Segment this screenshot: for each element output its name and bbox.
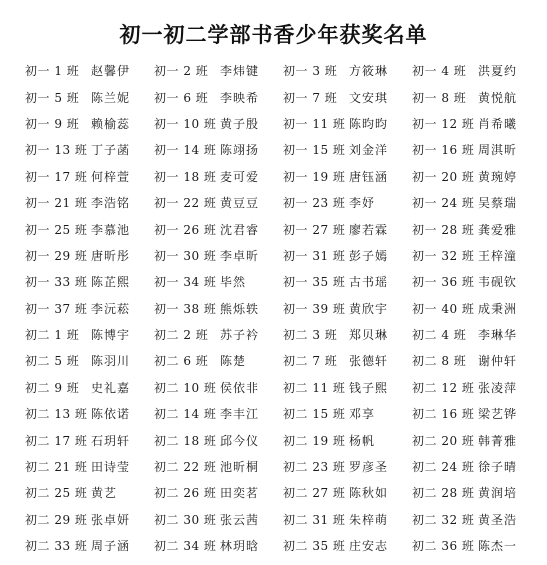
roster-entry: [25, 379, 154, 397]
student-name: 陈昀昀: [349, 116, 389, 131]
roster-entry: [154, 458, 283, 476]
roster-entry: [283, 115, 412, 133]
roster-entry: [154, 141, 283, 159]
student-name: 陈博宇: [91, 328, 131, 343]
student-name: 李浩铭: [91, 196, 131, 211]
class-label: 初一 26 班: [154, 222, 217, 237]
class-label: 初一 3 班: [283, 64, 338, 79]
class-label: 初二 9 班: [25, 380, 80, 395]
roster-entry: [154, 432, 283, 450]
roster-entry: [283, 194, 412, 212]
class-label: 初二 6 班: [154, 354, 209, 369]
class-label: 初一 34 班: [154, 275, 217, 290]
roster-row: [25, 216, 545, 242]
student-name: 张云茜: [220, 512, 260, 527]
student-name: 侯依非: [220, 380, 260, 395]
roster-entry: [283, 405, 412, 423]
student-name: 谢仲轩: [478, 354, 518, 369]
class-label: 初二 25 班: [25, 486, 88, 501]
student-name: 陈依诺: [91, 407, 131, 422]
student-name: 田奕茗: [220, 486, 260, 501]
document-title: 初一初二学部书香少年获奖名单: [119, 22, 428, 47]
roster-entry: [25, 141, 154, 159]
roster-entry: [283, 326, 412, 344]
student-name: 黄艺: [91, 486, 118, 501]
class-label: 初二 1 班: [25, 328, 80, 343]
roster-entry: [283, 247, 412, 265]
roster-entry: [283, 273, 412, 291]
student-name: 黄欣宇: [349, 301, 389, 316]
student-name: 朱梓萌: [349, 512, 389, 527]
class-label: 初一 18 班: [154, 169, 217, 184]
class-label: 初一 35 班: [283, 275, 346, 290]
roster-entry: [283, 141, 412, 159]
student-name: 陈楚: [220, 354, 247, 369]
class-label: 初二 21 班: [25, 460, 88, 475]
class-label: 初一 30 班: [154, 248, 217, 263]
student-name: 毕然: [220, 275, 247, 290]
student-name: 黄悦航: [478, 90, 518, 105]
class-label: 初一 14 班: [154, 143, 217, 158]
class-label: 初二 8 班: [412, 354, 467, 369]
roster-entry: [412, 432, 541, 450]
student-name: 陈秋如: [349, 486, 389, 501]
student-name: 赵馨伊: [91, 64, 131, 79]
roster-entry: [412, 247, 541, 265]
student-name: 李慕池: [91, 222, 131, 237]
roster-entry: [25, 168, 154, 186]
roster-entry: [283, 511, 412, 529]
roster-row: [25, 427, 545, 453]
class-label: 初一 2 班: [154, 64, 209, 79]
class-label: 初一 37 班: [25, 301, 88, 316]
roster-row: [25, 243, 545, 269]
roster-row: [25, 401, 545, 427]
roster-entry: [412, 141, 541, 159]
roster-entry: [283, 300, 412, 318]
class-label: 初一 6 班: [154, 90, 209, 105]
class-label: 初一 20 班: [412, 169, 475, 184]
student-name: 成秉洲: [478, 301, 518, 316]
student-name: 陈杰一: [478, 539, 518, 554]
class-label: 初二 27 班: [283, 486, 346, 501]
class-label: 初一 27 班: [283, 222, 346, 237]
student-name: 韩菁雅: [478, 433, 518, 448]
student-name: 周淇昕: [478, 143, 518, 158]
roster-entry: [283, 89, 412, 107]
class-label: 初一 9 班: [25, 116, 80, 131]
roster-entry: [25, 247, 154, 265]
class-label: 初一 39 班: [283, 301, 346, 316]
roster-entry: [154, 379, 283, 397]
roster-entry: [154, 405, 283, 423]
class-label: 初二 18 班: [154, 433, 217, 448]
roster-entry: [25, 194, 154, 212]
student-name: 丁子菡: [91, 143, 131, 158]
roster-entry: [412, 511, 541, 529]
class-label: 初一 36 班: [412, 275, 475, 290]
student-name: 钱子熙: [349, 380, 389, 395]
roster-entry: [412, 194, 541, 212]
class-label: 初二 32 班: [412, 512, 475, 527]
roster-entry: [283, 537, 412, 555]
student-name: 李琳华: [478, 328, 518, 343]
student-name: 陈兰妮: [91, 90, 131, 105]
roster-row: [25, 164, 545, 190]
roster-entry: [412, 484, 541, 502]
student-name: 石玥轩: [91, 433, 131, 448]
roster-entry: [25, 432, 154, 450]
student-name: 陈翊扬: [220, 143, 260, 158]
roster-row: [25, 480, 545, 506]
class-label: 初一 29 班: [25, 248, 88, 263]
roster-entry: [154, 168, 283, 186]
roster-row: [25, 190, 545, 216]
roster-entry: [25, 115, 154, 133]
student-name: 陈羽川: [91, 354, 131, 369]
class-label: 初二 28 班: [412, 486, 475, 501]
student-name: 肖希曦: [478, 116, 518, 131]
class-label: 初二 24 班: [412, 460, 475, 475]
student-name: 陈芷熙: [91, 275, 131, 290]
roster-row: [25, 375, 545, 401]
roster-entry: [25, 273, 154, 291]
roster-entry: [25, 458, 154, 476]
roster-entry: [154, 300, 283, 318]
student-name: 周子涵: [91, 539, 131, 554]
class-label: 初一 1 班: [25, 64, 80, 79]
class-label: 初二 22 班: [154, 460, 217, 475]
roster-entry: [25, 511, 154, 529]
roster-entry: [154, 537, 283, 555]
student-name: 林玥晗: [220, 539, 260, 554]
class-label: 初一 5 班: [25, 90, 80, 105]
roster-row: [25, 137, 545, 163]
student-name: 黄润培: [478, 486, 518, 501]
student-name: 杨帆: [349, 433, 376, 448]
roster-entry: [412, 168, 541, 186]
student-name: 田诗莹: [91, 460, 131, 475]
class-label: 初二 5 班: [25, 354, 80, 369]
class-label: 初二 33 班: [25, 539, 88, 554]
student-name: 池昕桐: [220, 460, 260, 475]
class-label: 初二 35 班: [283, 539, 346, 554]
class-label: 初一 11 班: [283, 116, 346, 131]
class-label: 初二 29 班: [25, 512, 88, 527]
class-label: 初一 22 班: [154, 196, 217, 211]
student-name: 李丰江: [220, 407, 260, 422]
class-label: 初二 4 班: [412, 328, 467, 343]
class-label: 初二 2 班: [154, 328, 209, 343]
class-label: 初二 12 班: [412, 380, 475, 395]
student-name: 梁艺铧: [478, 407, 518, 422]
class-label: 初二 3 班: [283, 328, 338, 343]
student-name: 邱今仪: [220, 433, 260, 448]
class-label: 初一 25 班: [25, 222, 88, 237]
student-name: 文安琪: [349, 90, 389, 105]
class-label: 初一 13 班: [25, 143, 88, 158]
student-name: 王梓潼: [478, 248, 518, 263]
roster-row: [25, 348, 545, 374]
roster-entry: [412, 62, 541, 80]
class-label: 初一 7 班: [283, 90, 338, 105]
class-label: 初二 11 班: [283, 380, 346, 395]
roster-entry: [283, 168, 412, 186]
student-name: 李炜键: [220, 64, 260, 79]
student-name: 古书瑶: [349, 275, 389, 290]
student-name: 徐子晴: [478, 460, 518, 475]
class-label: 初一 23 班: [283, 196, 346, 211]
roster-entry: [154, 273, 283, 291]
roster-row: [25, 507, 545, 533]
student-name: 彭子嫣: [349, 248, 389, 263]
roster-entry: [412, 273, 541, 291]
student-name: 唐昕彤: [91, 248, 131, 263]
class-label: 初一 24 班: [412, 196, 475, 211]
roster-entry: [154, 194, 283, 212]
roster-row: [25, 296, 545, 322]
student-name: 罗彦圣: [349, 460, 389, 475]
class-label: 初二 7 班: [283, 354, 338, 369]
class-label: 初一 4 班: [412, 64, 467, 79]
roster-entry: [283, 432, 412, 450]
roster-entry: [154, 484, 283, 502]
roster-entry: [154, 221, 283, 239]
award-roster: [25, 58, 545, 559]
roster-row: [25, 111, 545, 137]
class-label: 初一 12 班: [412, 116, 475, 131]
class-label: 初一 8 班: [412, 90, 467, 105]
roster-entry: [412, 326, 541, 344]
roster-entry: [25, 62, 154, 80]
student-name: 吴蔡瑞: [478, 196, 518, 211]
class-label: 初一 31 班: [283, 248, 346, 263]
roster-entry: [283, 352, 412, 370]
student-name: 沈君睿: [220, 222, 260, 237]
class-label: 初二 30 班: [154, 512, 217, 527]
roster-entry: [283, 458, 412, 476]
student-name: 李映希: [220, 90, 260, 105]
student-name: 何梓萱: [91, 169, 131, 184]
roster-entry: [412, 115, 541, 133]
student-name: 龚爱雅: [478, 222, 518, 237]
student-name: 史礼嘉: [91, 380, 131, 395]
class-label: 初二 36 班: [412, 539, 475, 554]
roster-entry: [25, 537, 154, 555]
roster-entry: [154, 115, 283, 133]
student-name: 唐钰涵: [349, 169, 389, 184]
class-label: 初二 13 班: [25, 407, 88, 422]
roster-row: [25, 58, 545, 84]
roster-row: [25, 454, 545, 480]
student-name: 李沅菘: [91, 301, 131, 316]
student-name: 黄子殷: [220, 116, 260, 131]
student-name: 赖榆蕊: [91, 116, 131, 131]
class-label: 初一 21 班: [25, 196, 88, 211]
roster-row: [25, 322, 545, 348]
class-label: 初二 14 班: [154, 407, 217, 422]
roster-entry: [154, 89, 283, 107]
roster-entry: [412, 89, 541, 107]
roster-entry: [25, 221, 154, 239]
student-name: 苏子衿: [220, 328, 260, 343]
student-name: 黄圣浩: [478, 512, 518, 527]
roster-entry: [283, 379, 412, 397]
roster-row: [25, 269, 545, 295]
roster-entry: [412, 352, 541, 370]
roster-entry: [25, 352, 154, 370]
roster-entry: [283, 221, 412, 239]
student-name: 张卓妍: [91, 512, 131, 527]
student-name: 庄安志: [349, 539, 389, 554]
class-label: 初二 17 班: [25, 433, 88, 448]
roster-entry: [412, 537, 541, 555]
class-label: 初一 28 班: [412, 222, 475, 237]
roster-entry: [412, 458, 541, 476]
class-label: 初一 15 班: [283, 143, 346, 158]
class-label: 初二 23 班: [283, 460, 346, 475]
roster-entry: [412, 221, 541, 239]
class-label: 初一 38 班: [154, 301, 217, 316]
student-name: 邓享: [349, 407, 376, 422]
class-label: 初一 33 班: [25, 275, 88, 290]
student-name: 廖若霖: [349, 222, 389, 237]
class-label: 初一 19 班: [283, 169, 346, 184]
student-name: 李妤: [349, 196, 376, 211]
roster-entry: [154, 511, 283, 529]
roster-entry: [25, 405, 154, 423]
roster-entry: [154, 326, 283, 344]
student-name: 张德轩: [349, 354, 389, 369]
student-name: 郑贝琳: [349, 328, 389, 343]
class-label: 初一 32 班: [412, 248, 475, 263]
roster-entry: [25, 484, 154, 502]
roster-entry: [25, 326, 154, 344]
class-label: 初一 10 班: [154, 116, 217, 131]
student-name: 麦可爱: [220, 169, 260, 184]
student-name: 李卓昕: [220, 248, 260, 263]
class-label: 初一 40 班: [412, 301, 475, 316]
class-label: 初二 10 班: [154, 380, 217, 395]
roster-entry: [412, 300, 541, 318]
class-label: 初一 17 班: [25, 169, 88, 184]
class-label: 初二 16 班: [412, 407, 475, 422]
roster-entry: [283, 62, 412, 80]
student-name: 韦砚钦: [478, 275, 518, 290]
class-label: 初一 16 班: [412, 143, 475, 158]
class-label: 初二 31 班: [283, 512, 346, 527]
student-name: 刘金洋: [349, 143, 389, 158]
student-name: 熊烁轶: [220, 301, 260, 316]
class-label: 初二 20 班: [412, 433, 475, 448]
roster-entry: [25, 300, 154, 318]
roster-entry: [412, 379, 541, 397]
roster-row: [25, 84, 545, 110]
student-name: 黄琬婷: [478, 169, 518, 184]
roster-entry: [154, 247, 283, 265]
roster-entry: [154, 352, 283, 370]
roster-entry: [283, 484, 412, 502]
class-label: 初二 34 班: [154, 539, 217, 554]
student-name: 洪夏约: [478, 64, 518, 79]
roster-entry: [154, 62, 283, 80]
roster-entry: [412, 405, 541, 423]
class-label: 初二 26 班: [154, 486, 217, 501]
student-name: 方筱琳: [349, 64, 389, 79]
student-name: 张凌萍: [478, 380, 518, 395]
class-label: 初二 19 班: [283, 433, 346, 448]
student-name: 黄豆豆: [220, 196, 260, 211]
roster-row: [25, 533, 545, 559]
roster-entry: [25, 89, 154, 107]
class-label: 初二 15 班: [283, 407, 346, 422]
